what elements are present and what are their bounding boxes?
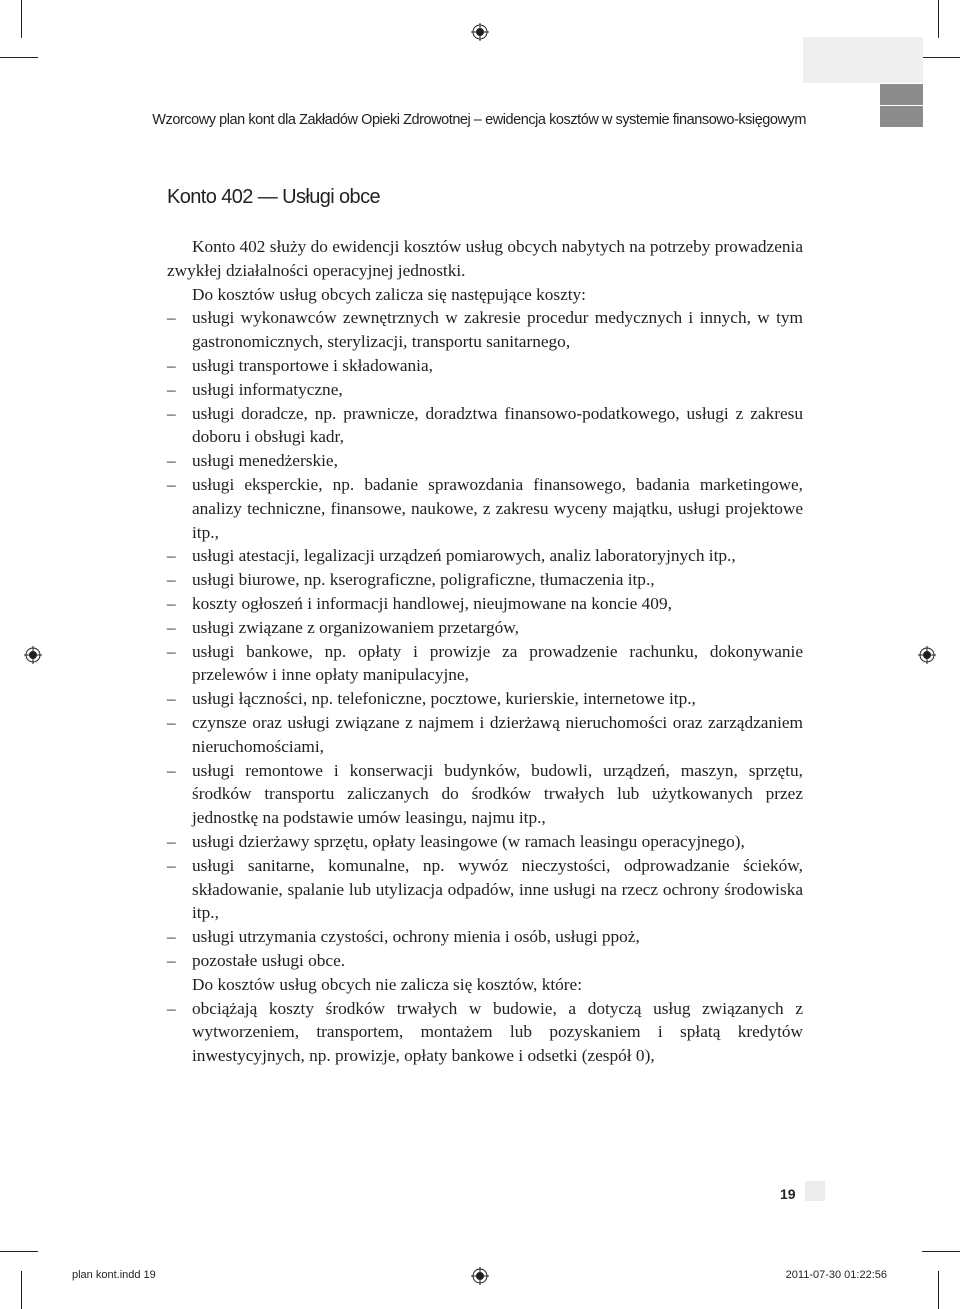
excluded-costs-list	[167, 997, 803, 1068]
crop-mark-bottom-right-horizontal	[922, 1251, 960, 1252]
crop-mark-bottom-left-horizontal	[0, 1251, 38, 1252]
slug-datetime: 2011-07-30 01:22:56	[785, 1269, 887, 1281]
paragraph: Konto 402 służy do ewidencji kosztów usług obcych nabytych na potrzeby prowadzenia zwykłej działalności operacyjnej jednostki.	[167, 237, 803, 280]
list-item: – usługi związane z organizowaniem przetargów,	[167, 617, 519, 637]
list-item: – usługi informatyczne,	[167, 379, 343, 399]
registration-mark-icon	[471, 1267, 489, 1285]
list-item: – usługi utrzymania czystości, ochrony mienia i osób, usługi ppoż,	[167, 927, 640, 947]
registration-mark-icon	[24, 646, 42, 664]
list-item: – usługi sanitarne, komunalne, np. wywóz nieczystości, odprowadzanie ścieków, składowanie, spalanie lub utylizacja odpadów, inne usługi na rzecz ochrony środowiska itp.,	[167, 855, 803, 923]
crop-mark-top-right-horizontal	[922, 57, 960, 58]
list-item: – usługi łączności, np. telefoniczne, pocztowe, kurierskie, internetowe itp.,	[167, 689, 696, 709]
list-item: – usługi biurowe, np. kserograficzne, poligraficzne, tłumaczenia itp.,	[167, 570, 655, 590]
list-item: – usługi eksperckie, np. badanie sprawozdania finansowego, badania marketingowe, analizy techniczne, finansowe, naukowe, z zakresu wyceny majątku, usługi projektowe itp.,	[167, 474, 803, 542]
crop-mark-bottom-left-vertical	[21, 1271, 22, 1309]
paragraph: Do kosztów usług obcych nie zalicza się kosztów, które:	[192, 974, 583, 994]
gray-tab-light	[803, 37, 923, 83]
slug-filename: plan kont.indd 19	[72, 1269, 156, 1281]
list-item: – usługi remontowe i konserwacji budynków, budowli, urządzeń, maszyn, sprzętu, środków transportu zaliczanych do środków trwałych lub użytkowanych przez jednostkę na podstawie umów leasingu, najmu itp.,	[167, 760, 803, 828]
included-costs-list	[167, 306, 803, 972]
list-item: – usługi transportowe i składowania,	[167, 355, 433, 375]
running-head: Wzorcowy plan kont dla Zakładów Opieki Zdrowotnej – ewidencja kosztów w systemie finansowo-księgowym	[152, 112, 806, 128]
list-item: – usługi wykonawców zewnętrznych w zakresie procedur medycznych i innych, w tym gastronomicznych, sterylizacji, transportu sanitarnego,	[167, 308, 803, 352]
body-text	[167, 235, 803, 1068]
crop-mark-top-right-vertical	[938, 0, 939, 38]
crop-mark-bottom-right-vertical	[938, 1271, 939, 1309]
list-item: – usługi doradcze, np. prawnicze, doradztwa finansowo-podatkowego, usługi z zakresu doboru i obsługi kadr,	[167, 403, 803, 447]
list-item: – usługi atestacji, legalizacji urządzeń pomiarowych, analiz laboratoryjnych itp.,	[167, 546, 736, 566]
list-item: – obciążają koszty środków trwałych w budowie, a dotyczą usług związanych z wytworzeniem, transportem, montażem lub pozyskaniem i spłatą kredytów inwestycyjnych, np. prowizje, opłaty bankowe i odsetki (zespół 0),	[167, 998, 803, 1066]
registration-mark-icon	[471, 23, 489, 41]
list-item: – usługi bankowe, np. opłaty i prowizje za prowadzenie rachunku, dokonywanie przelewów i inne opłaty manipulacyjne,	[167, 641, 803, 685]
list-item: – pozostałe usługi obce.	[167, 950, 346, 970]
crop-mark-top-left-vertical	[21, 0, 22, 38]
list-item: – usługi menedżerskie,	[167, 451, 338, 471]
gray-tab-dark	[880, 84, 923, 127]
page-number: 19	[780, 1186, 796, 1202]
list-item: – usługi dzierżawy sprzętu, opłaty leasingowe (w ramach leasingu operacyjnego),	[167, 831, 745, 851]
paragraph: Do kosztów usług obcych zalicza się następujące koszty:	[192, 284, 586, 304]
page-number-box	[805, 1181, 825, 1201]
crop-mark-top-left-horizontal	[0, 57, 38, 58]
list-item: – czynsze oraz usługi związane z najmem i dzierżawą nieruchomości oraz zarządzaniem nieruchomościami,	[167, 712, 803, 756]
registration-mark-icon	[918, 646, 936, 664]
list-item: – koszty ogłoszeń i informacji handlowej, nieujmowane na koncie 409,	[167, 593, 672, 613]
section-heading: Konto 402 — Usługi obce	[167, 186, 381, 208]
